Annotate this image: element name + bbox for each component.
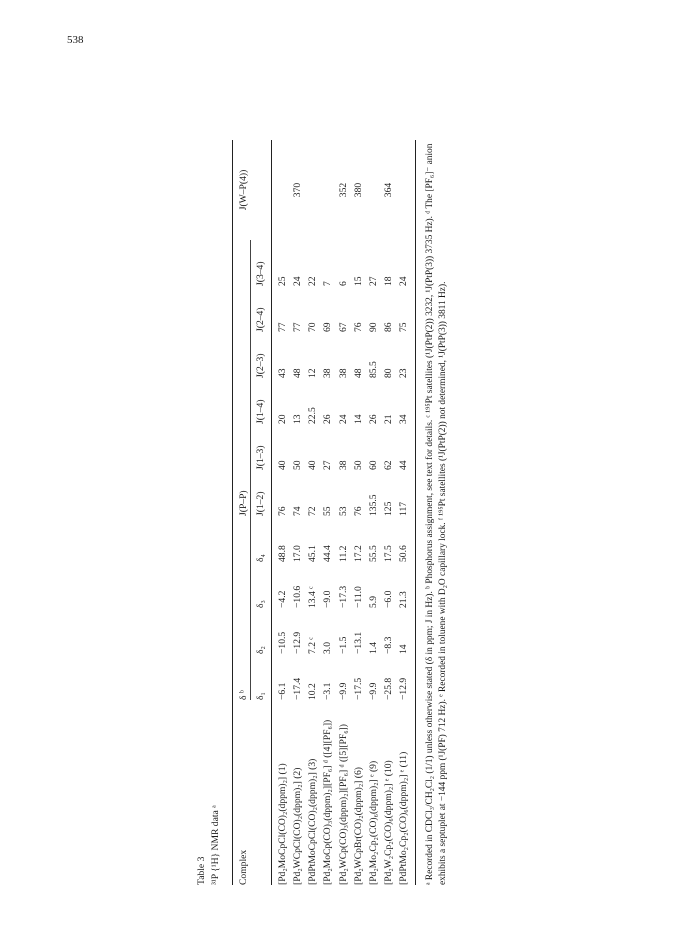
table-body bbox=[271, 140, 415, 885]
cell-jwp bbox=[306, 140, 321, 240]
header-jwp-empty bbox=[250, 140, 271, 240]
cell-j14: 14 bbox=[352, 414, 364, 424]
header-j13: J(1–3) bbox=[254, 445, 266, 470]
cell-j13: 60 bbox=[367, 460, 379, 470]
header-delta: δ ᵇ bbox=[232, 516, 250, 700]
header-delta-3: δ₃ bbox=[254, 600, 266, 608]
table-row bbox=[321, 140, 336, 885]
cell-j24: 76 bbox=[352, 322, 364, 332]
header-j23: J(2–3) bbox=[254, 353, 266, 378]
cell-j14: 22.5 bbox=[307, 407, 319, 424]
cell-j34: 7 bbox=[322, 281, 334, 286]
cell-d3: −9.0 bbox=[322, 590, 334, 608]
cell-j24: 67 bbox=[337, 322, 349, 332]
cell-d4: 17.5 bbox=[383, 545, 395, 562]
cell-j12: 117 bbox=[398, 501, 410, 516]
cell-j14: 24 bbox=[337, 414, 349, 424]
cell-j13: 62 bbox=[383, 460, 395, 470]
cell-complex: [Pd₂MoCpCl(CO)₂(dppm)₂] (1) bbox=[276, 763, 288, 885]
cell-d4: 17.0 bbox=[292, 545, 304, 562]
header-jpp: J(P–P) bbox=[232, 240, 250, 516]
cell-d2: 1.4 bbox=[367, 642, 379, 654]
cell-complex: [Pd₂Mo₂Cp₂(CO)₆(dppm)₂] ᵉ (9) bbox=[367, 760, 379, 885]
cell-d1: −9.9 bbox=[337, 682, 349, 700]
cell-j23: 85.5 bbox=[367, 361, 379, 378]
cell-j13: 27 bbox=[322, 460, 334, 470]
cell-complex: [Pd₂WCp(CO)₃(dppm)₂][PF₆] ᵈ ([5][PF₆]) bbox=[337, 724, 349, 885]
cell-j12: 76 bbox=[352, 506, 364, 516]
cell-d4: 48.8 bbox=[276, 545, 288, 562]
cell-j24: 90 bbox=[367, 322, 379, 332]
cell-j14: 21 bbox=[383, 414, 395, 424]
cell-d4: 11.2 bbox=[337, 545, 349, 562]
cell-jwp: 364 bbox=[383, 182, 395, 198]
header-complex: Complex bbox=[237, 849, 249, 885]
cell-d1: −17.4 bbox=[292, 677, 304, 700]
cell-j14: 26 bbox=[322, 414, 334, 424]
cell-j12: 125 bbox=[383, 501, 395, 516]
cell-j23: 38 bbox=[337, 368, 349, 378]
table-row bbox=[366, 140, 381, 885]
cell-d4: 55.5 bbox=[367, 545, 379, 562]
cell-j13: 50 bbox=[352, 460, 364, 470]
cell-d4: 17.2 bbox=[352, 545, 364, 562]
cell-d3: −10.6 bbox=[292, 585, 304, 608]
cell-j23: 38 bbox=[322, 368, 334, 378]
cell-j24: 77 bbox=[276, 322, 288, 332]
cell-d4: 45.1 bbox=[307, 545, 319, 562]
cell-j24: 75 bbox=[398, 322, 410, 332]
header-delta-2: δ₂ bbox=[254, 646, 266, 654]
cell-d2: −10.5 bbox=[276, 631, 288, 654]
cell-j24: 86 bbox=[383, 322, 395, 332]
cell-j12: 55 bbox=[322, 506, 334, 516]
cell-d2: −13.1 bbox=[352, 631, 364, 654]
cell-j34: 6 bbox=[337, 281, 349, 286]
cell-d2: −1.5 bbox=[337, 636, 349, 654]
cell-jwp bbox=[321, 140, 336, 240]
cell-d3: −11.0 bbox=[352, 586, 364, 608]
cell-j13: 44 bbox=[398, 460, 410, 470]
header-j24: J(2–4) bbox=[254, 307, 266, 332]
table-row bbox=[306, 140, 321, 885]
cell-j13: 40 bbox=[276, 460, 288, 470]
cell-j23: 12 bbox=[307, 368, 319, 378]
cell-complex: [Pd₂WCpCl(CO)₂(dppm)₂] (2) bbox=[292, 767, 304, 885]
table-row bbox=[336, 140, 351, 885]
cell-j24: 69 bbox=[322, 322, 334, 332]
cell-d3: 13.4 ᶜ bbox=[307, 586, 319, 608]
table-row bbox=[382, 140, 397, 885]
cell-complex: [PdPtMoCpCl(CO)₂(dppm)₂] (3) bbox=[307, 758, 319, 885]
cell-j23: 23 bbox=[398, 368, 410, 378]
cell-j34: 24 bbox=[292, 276, 304, 286]
cell-d2: −12.9 bbox=[292, 631, 304, 654]
cell-j13: 40 bbox=[307, 460, 319, 470]
cell-d4: 50.6 bbox=[398, 545, 410, 562]
cell-d2: 7.2 ᶜ bbox=[307, 637, 319, 654]
cell-jwp bbox=[397, 140, 416, 240]
cell-j14: 13 bbox=[292, 414, 304, 424]
cell-j34: 24 bbox=[398, 276, 410, 286]
cell-jwp bbox=[271, 140, 290, 240]
cell-j13: 50 bbox=[292, 460, 304, 470]
table-row bbox=[271, 140, 290, 885]
cell-jwp: 370 bbox=[292, 182, 304, 198]
header-empty bbox=[250, 700, 271, 885]
cell-j14: 20 bbox=[276, 414, 288, 424]
cell-d3: 5.9 bbox=[367, 596, 379, 608]
table-row bbox=[351, 140, 366, 885]
header-j34: J(3–4) bbox=[254, 261, 266, 286]
header-delta-4: δ₄ bbox=[254, 554, 266, 562]
table-subcaption: ³¹P {¹H} NMR data ᵃ bbox=[209, 805, 221, 885]
cell-d2: −8.3 bbox=[383, 636, 395, 654]
cell-complex: [Pd₂MoCp(CO)₃(dppm)₂][PF₆] ᵈ ([4][PF₆]) bbox=[322, 719, 334, 885]
cell-j23: 48 bbox=[292, 368, 304, 378]
cell-j34: 15 bbox=[352, 276, 364, 286]
cell-d3: −4.2 bbox=[276, 590, 288, 608]
rotated-table-block bbox=[196, 115, 516, 885]
cell-j12: 135.5 bbox=[367, 494, 379, 516]
cell-complex: [Pd₂WCpBr(CO)₂(dppm)₂] (6) bbox=[352, 767, 364, 885]
cell-d1: 10.2 bbox=[307, 683, 319, 700]
cell-j24: 70 bbox=[307, 322, 319, 332]
cell-d2: 14 bbox=[398, 644, 410, 654]
cell-j14: 34 bbox=[398, 414, 410, 424]
cell-d4: 44.4 bbox=[322, 545, 334, 562]
cell-j24: 77 bbox=[292, 322, 304, 332]
cell-complex: [Pd₂W₂Cp₂(CO)₆(dppm)₂] ᵉ (10) bbox=[383, 760, 395, 885]
header-j14: J(1–4) bbox=[254, 399, 266, 424]
cell-j34: 18 bbox=[383, 276, 395, 286]
cell-j34: 25 bbox=[276, 276, 288, 286]
cell-d3: −17.3 bbox=[337, 585, 349, 608]
table-row bbox=[291, 140, 306, 885]
cell-j12: 74 bbox=[292, 506, 304, 516]
cell-j12: 53 bbox=[337, 506, 349, 516]
cell-d1: −17.5 bbox=[352, 677, 364, 700]
nmr-data-table bbox=[232, 140, 416, 885]
cell-d1: −9.9 bbox=[367, 682, 379, 700]
cell-j14: 26 bbox=[367, 414, 379, 424]
cell-j23: 80 bbox=[383, 368, 395, 378]
cell-jwp: 380 bbox=[352, 182, 364, 198]
cell-d2: 3.0 bbox=[322, 642, 334, 654]
cell-d3: 21.3 bbox=[398, 591, 410, 608]
cell-jwp: 352 bbox=[337, 182, 349, 198]
header-delta-1: δ₁ bbox=[254, 692, 266, 700]
cell-jwp bbox=[366, 140, 381, 240]
cell-j23: 48 bbox=[352, 368, 364, 378]
cell-d3: −6.0 bbox=[383, 590, 395, 608]
table-footnotes: ᵃ Recorded in CDCl₃/CH₂Cl₂ (1/1) unless otherwise stated (δ in ppm; J in Hz). ᵇ Phosphorus assignment, see text for details. ᶜ ¹⁹⁵Pt satellites (¹J(PtP(2)) 3232, ¹J(PtP(3)) 3735 Hz). ᵈ The [PF₆]⁻ anion exhibits a septuplet at −144 ppm (¹J(PF) 712 Hz). ᵉ Recorded in toluene with D₂O capillary lock. ᶠ ¹⁹⁵Pt satellites (¹J(PtP(2)) not determined, ¹J(PtP(3)) 3811 Hz). bbox=[425, 143, 448, 885]
cell-j13: 38 bbox=[337, 460, 349, 470]
cell-j34: 22 bbox=[307, 276, 319, 286]
header-jwp: J(W–P(4)) bbox=[237, 169, 249, 211]
table-caption: Table 3 bbox=[196, 856, 207, 885]
cell-j12: 72 bbox=[307, 506, 319, 516]
cell-j12: 76 bbox=[276, 506, 288, 516]
table-row bbox=[397, 140, 416, 885]
cell-d1: −6.1 bbox=[276, 682, 288, 700]
cell-d1: −12.9 bbox=[398, 677, 410, 700]
header-j12: J(1–2) bbox=[254, 491, 266, 516]
cell-j34: 27 bbox=[367, 276, 379, 286]
page-number: 538 bbox=[67, 34, 84, 46]
cell-d1: −3.1 bbox=[322, 682, 334, 700]
cell-j23: 43 bbox=[276, 368, 288, 378]
cell-d1: −25.8 bbox=[383, 677, 395, 700]
cell-complex: [PdPtMo₂Cp₂(CO)₆(dppm)₂] ᵉ (11) bbox=[398, 751, 410, 885]
